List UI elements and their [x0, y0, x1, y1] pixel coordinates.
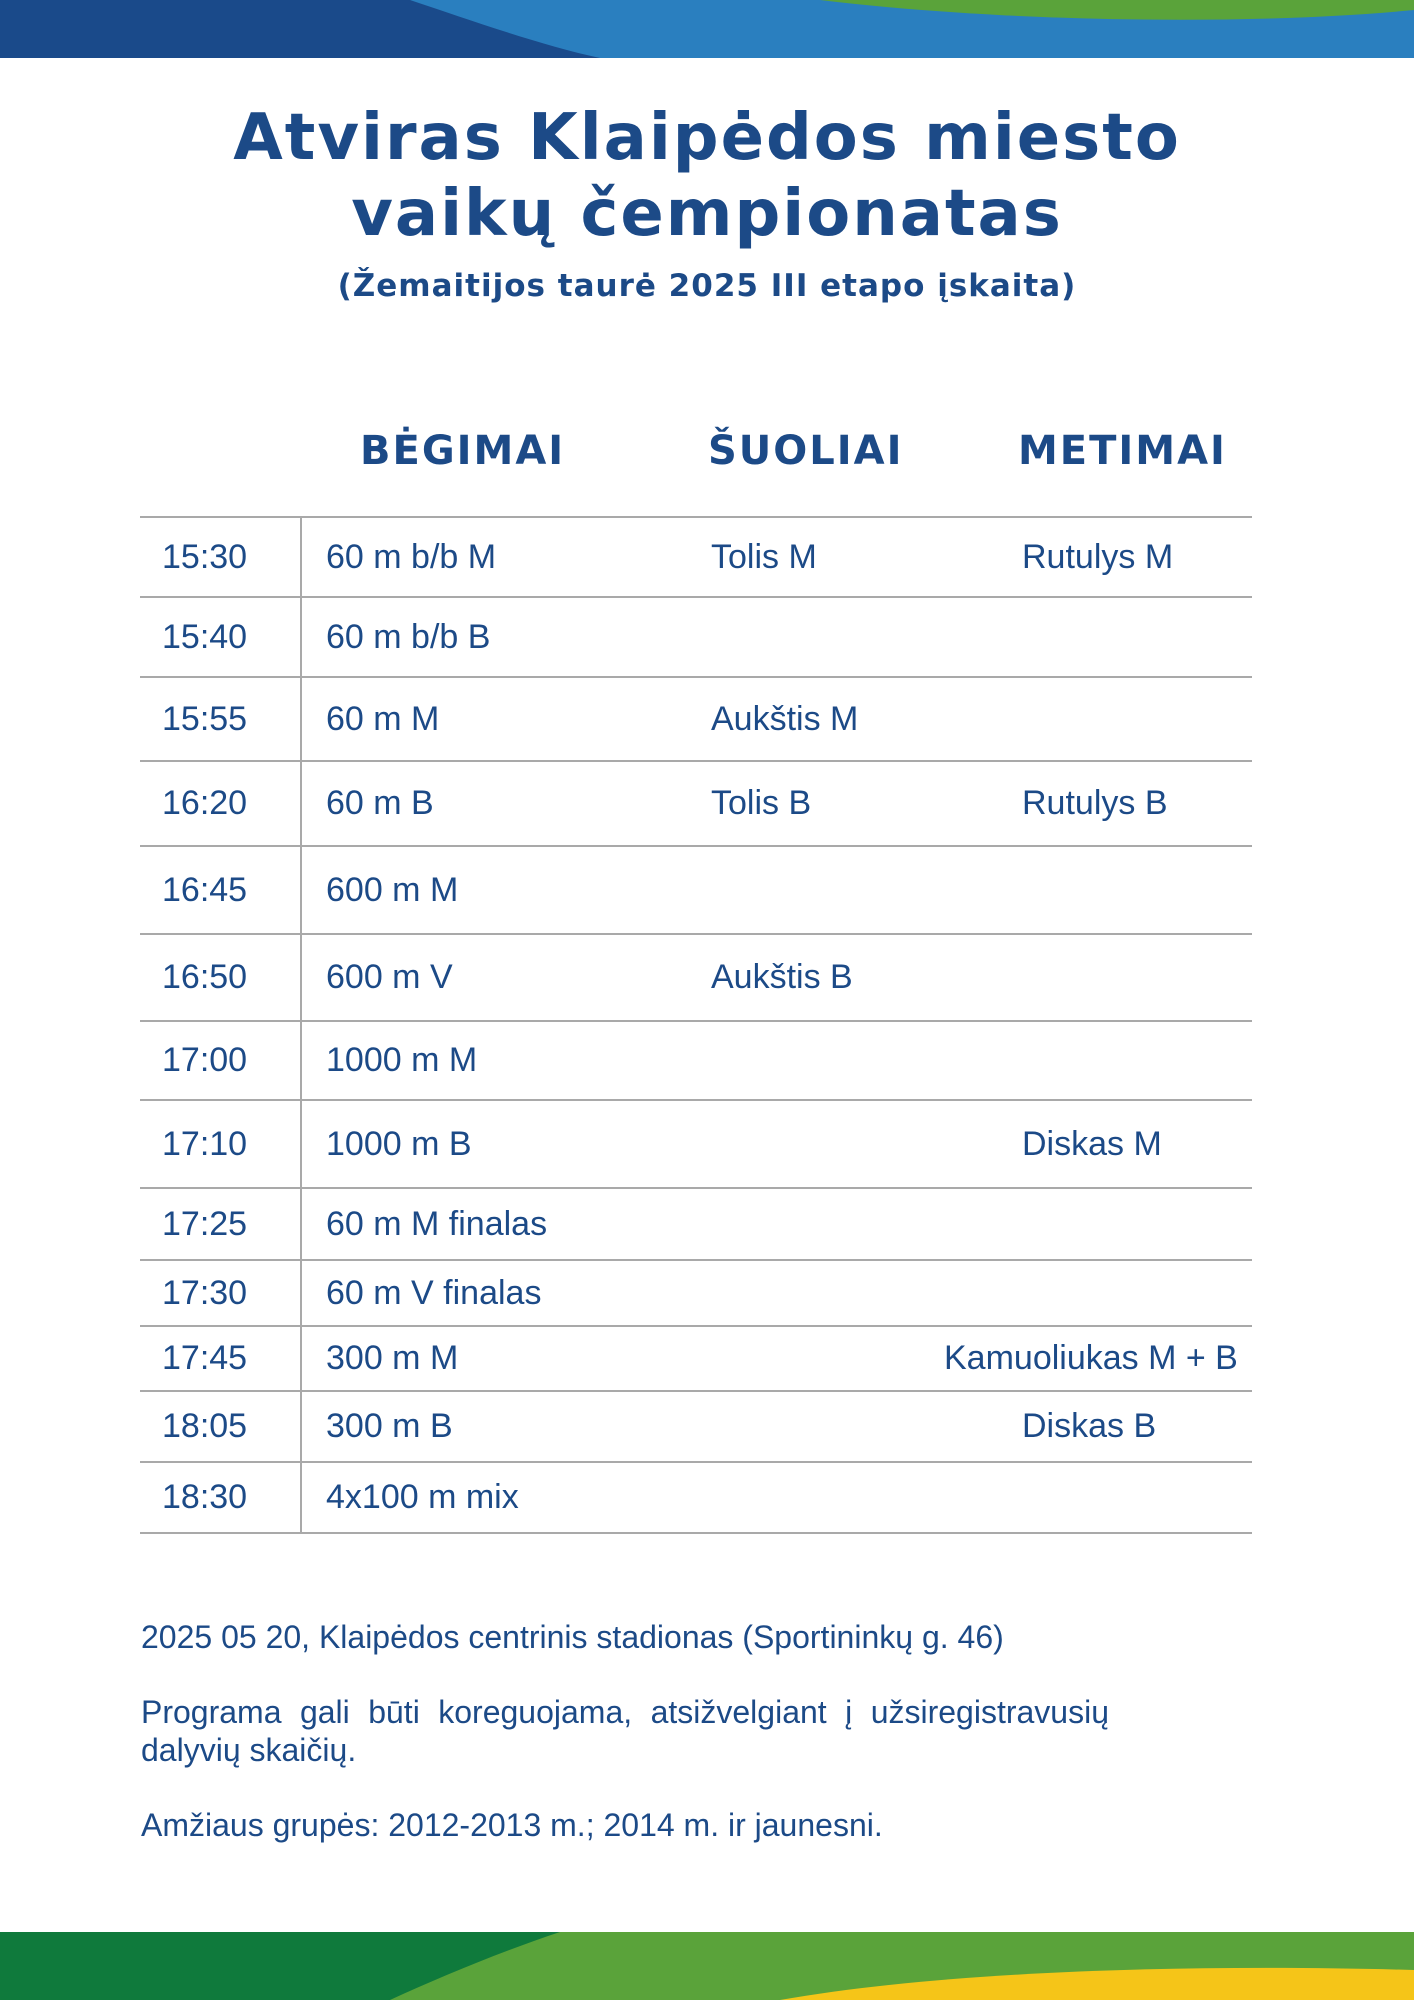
schedule-time: 17:10	[140, 1101, 302, 1187]
table-row	[140, 935, 1252, 1022]
schedule-time: 15:40	[140, 598, 302, 676]
title-line-2: vaikų čempionatas	[351, 177, 1063, 251]
schedule-table	[140, 516, 1252, 1534]
table-row	[140, 1261, 1252, 1327]
bottom-decorative-band	[0, 1932, 1414, 2000]
title-line-1: Atviras Klaipėdos miesto	[233, 101, 1181, 175]
table-row	[140, 1022, 1252, 1101]
schedule-time: 17:30	[140, 1261, 302, 1325]
schedule-time: 17:25	[140, 1189, 302, 1259]
column-header-jumps: ŠUOLIAI	[708, 428, 904, 474]
running-event: 300 m B	[326, 1407, 453, 1445]
running-event: 600 m M	[326, 870, 459, 909]
age-groups: Amžiaus grupės: 2012-2013 m.; 2014 m. ir jaunesni.	[141, 1807, 883, 1843]
running-event: 1000 m M	[326, 1041, 478, 1079]
throw-event: Rutulys M	[1022, 537, 1174, 576]
running-event: 600 m V	[326, 958, 453, 996]
schedule-time: 16:45	[140, 847, 302, 933]
throw-event: Diskas B	[1022, 1407, 1157, 1445]
running-event: 60 m b/b M	[326, 537, 497, 576]
program-note: Programa gali būti koreguojama, atsižvelgiant į užsiregistravusių dalyvių skaičių.	[141, 1694, 1109, 1768]
table-row	[140, 518, 1252, 598]
running-event: 60 m M finalas	[326, 1204, 548, 1243]
table-row	[140, 847, 1252, 935]
throw-event: Kamuoliukas M + B	[944, 1339, 1238, 1377]
schedule-time: 17:00	[140, 1022, 302, 1099]
running-event: 1000 m B	[326, 1124, 472, 1163]
running-event: 4x100 m mix	[326, 1478, 519, 1516]
schedule-time: 15:55	[140, 678, 302, 760]
throw-event: Rutulys B	[1022, 784, 1168, 822]
table-row	[140, 1392, 1252, 1463]
table-row	[140, 1463, 1252, 1534]
column-header-running: BĖGIMAI	[360, 428, 566, 474]
table-row	[140, 1101, 1252, 1189]
event-date-location: 2025 05 20, Klaipėdos centrinis stadionas (Sportininkų g. 46)	[141, 1619, 1004, 1655]
jump-event: Aukštis M	[711, 699, 859, 738]
jump-event: Tolis B	[711, 784, 812, 822]
table-row	[140, 1327, 1252, 1392]
running-event: 60 m V finalas	[326, 1273, 542, 1312]
running-event: 60 m B	[326, 784, 434, 822]
page-title	[0, 100, 1414, 252]
page-subtitle: (Žemaitijos taurė 2025 III etapo įskaita)	[337, 268, 1077, 304]
throw-event: Diskas M	[1022, 1124, 1162, 1163]
running-event: 60 m b/b B	[326, 617, 491, 656]
schedule-time: 17:45	[140, 1327, 302, 1390]
top-decorative-band	[0, 0, 1414, 58]
schedule-time: 16:20	[140, 762, 302, 845]
table-row	[140, 762, 1252, 847]
jump-event: Aukštis B	[711, 958, 853, 996]
schedule-time: 18:30	[140, 1463, 302, 1532]
running-event: 300 m M	[326, 1339, 459, 1377]
table-row	[140, 598, 1252, 678]
schedule-time: 18:05	[140, 1392, 302, 1461]
jump-event: Tolis M	[711, 537, 817, 576]
table-row	[140, 678, 1252, 762]
table-row	[140, 1189, 1252, 1261]
schedule-time: 15:30	[140, 518, 302, 596]
running-event: 60 m M	[326, 699, 440, 738]
column-header-throws: METIMAI	[1018, 428, 1227, 474]
schedule-time: 16:50	[140, 935, 302, 1020]
